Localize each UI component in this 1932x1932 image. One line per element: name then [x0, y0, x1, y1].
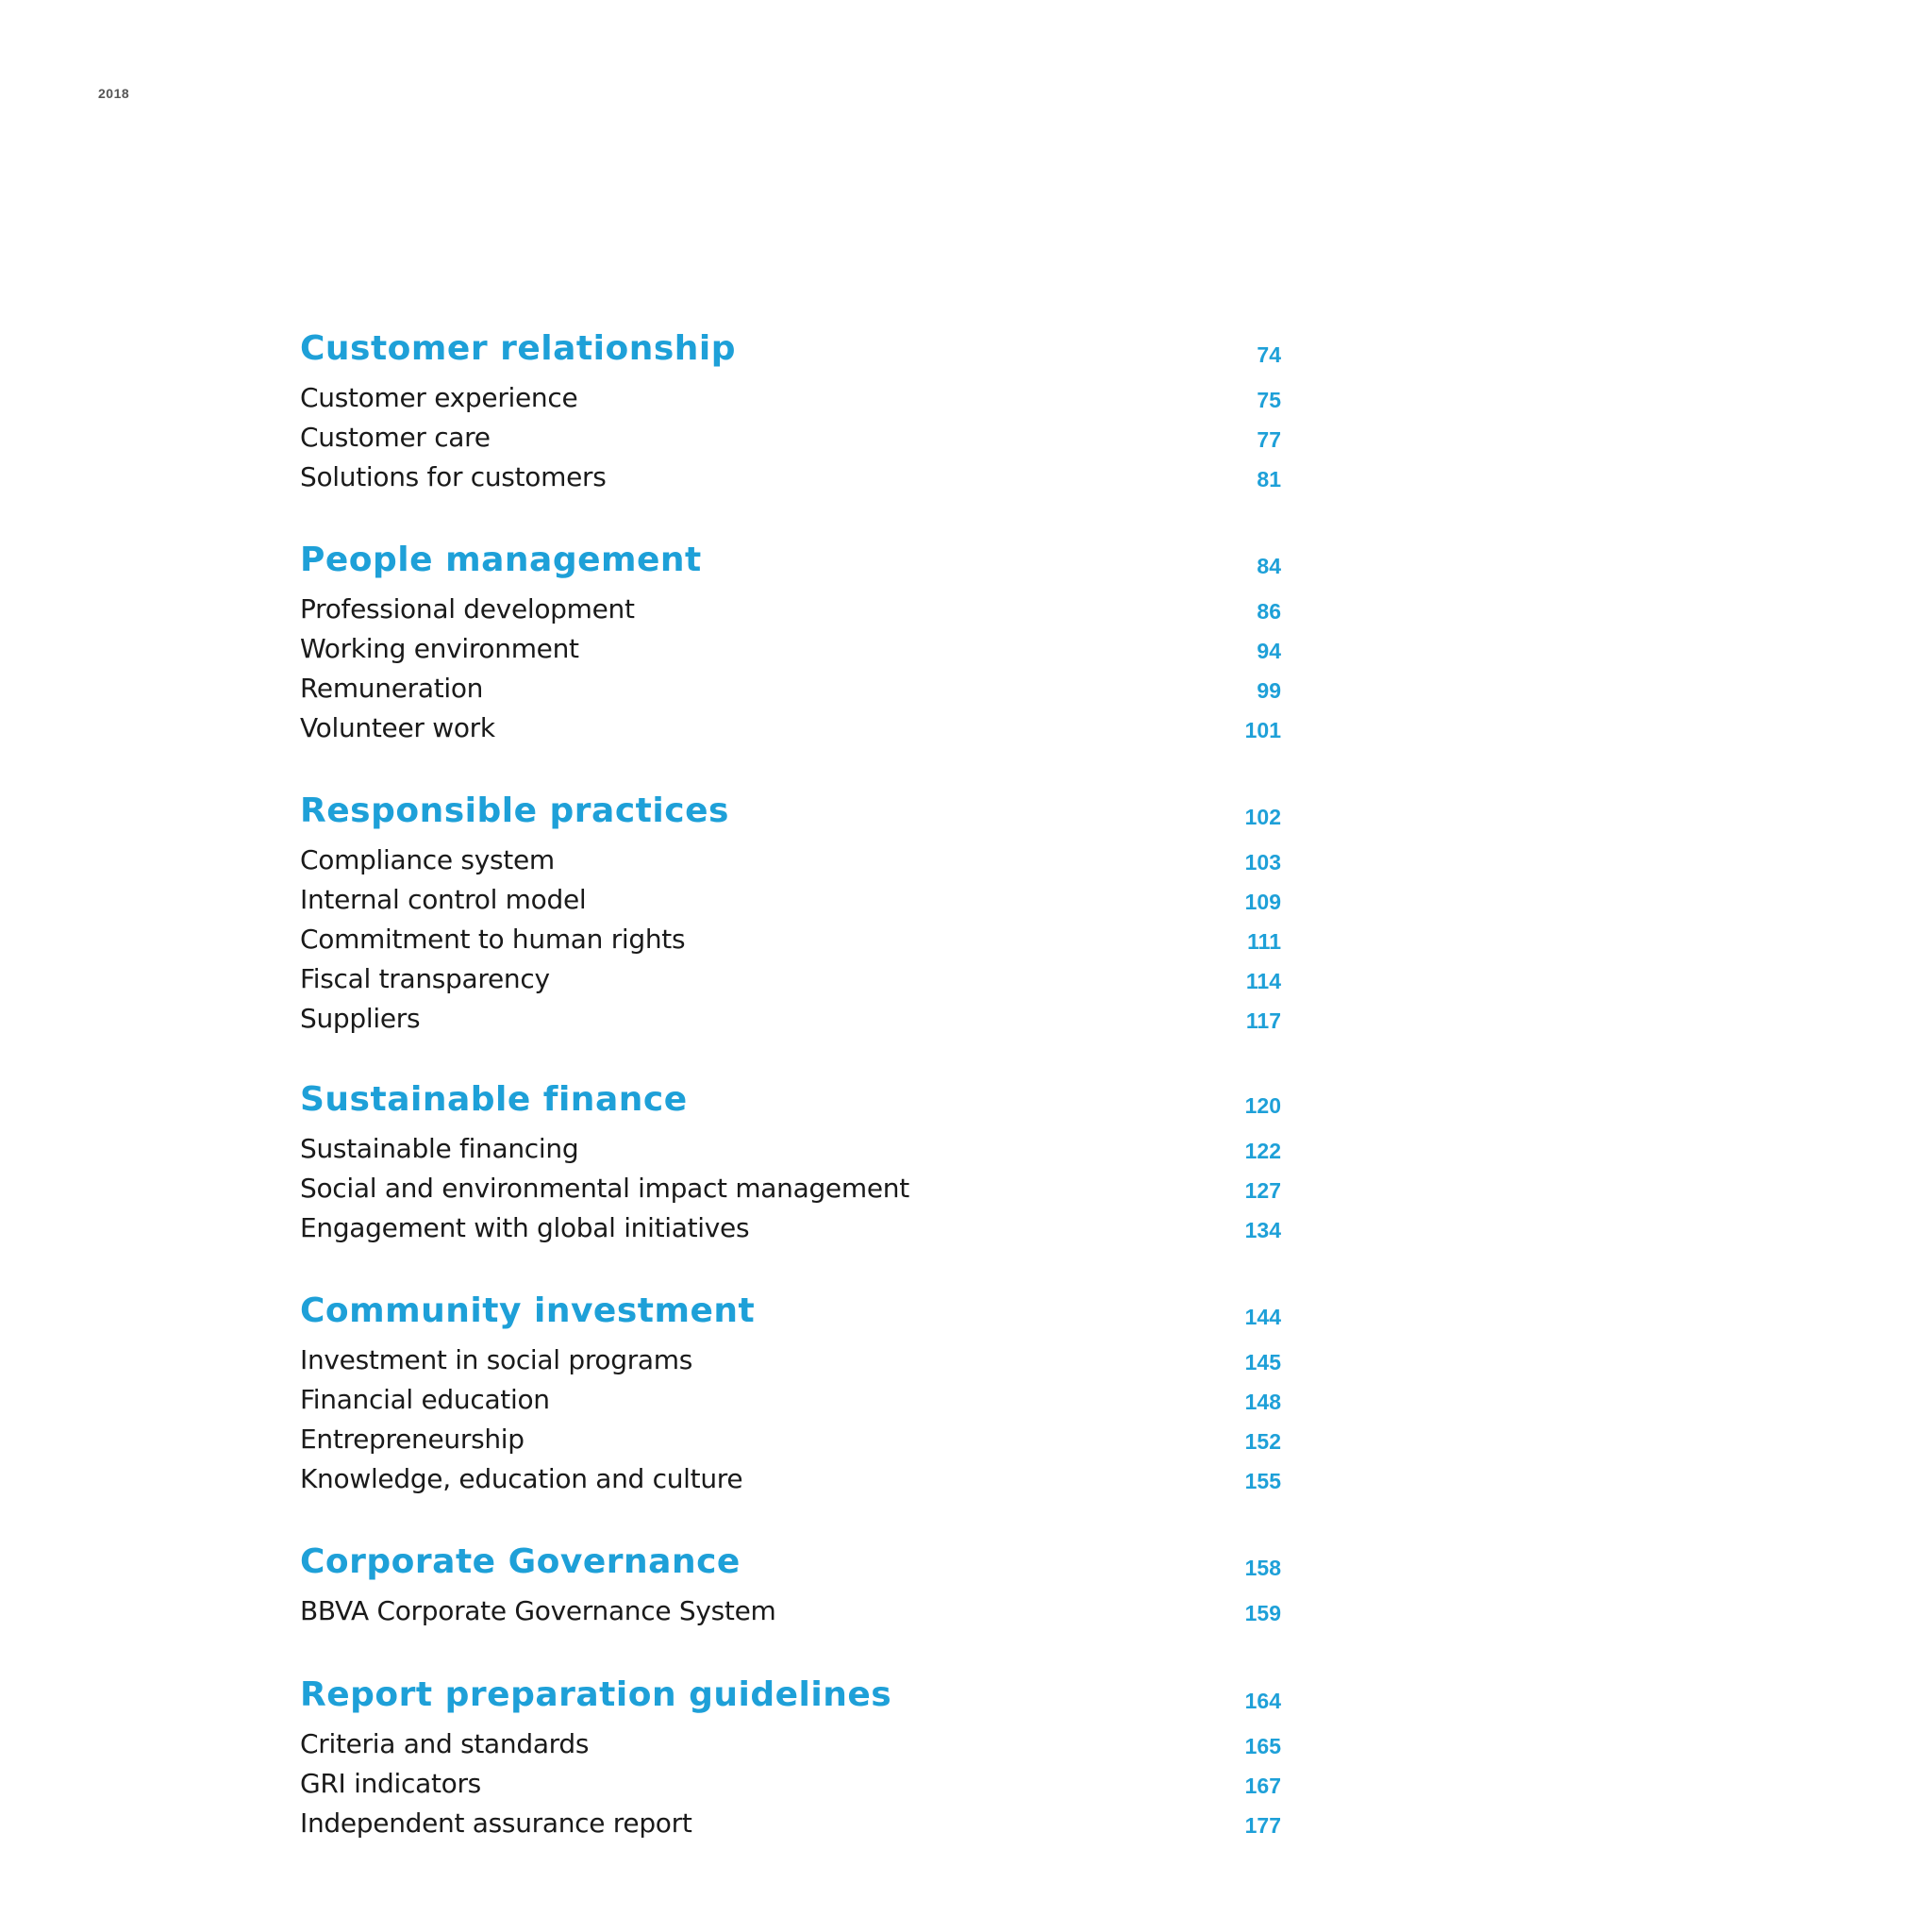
- toc-item-label: Volunteer work: [300, 712, 495, 743]
- toc-item-label: Customer experience: [300, 382, 578, 413]
- section-heading-row[interactable]: [300, 541, 1281, 593]
- section-title: Sustainable finance: [300, 1080, 688, 1119]
- toc-item[interactable]: [300, 593, 1281, 633]
- toc-item[interactable]: [300, 963, 1281, 1003]
- toc-item-label: Independent assurance report: [300, 1807, 692, 1839]
- section-page-number: 74: [1257, 342, 1281, 367]
- section-page-number: 158: [1244, 1556, 1281, 1580]
- toc-item-label: Entrepreneurship: [300, 1424, 525, 1455]
- section-heading-row[interactable]: [300, 1291, 1281, 1344]
- section-heading-row[interactable]: [300, 791, 1281, 844]
- toc-item-label: Criteria and standards: [300, 1728, 590, 1759]
- toc-item-page: 148: [1244, 1390, 1281, 1414]
- toc-item-page: 134: [1244, 1218, 1281, 1242]
- toc-item-label: BBVA Corporate Governance System: [300, 1595, 776, 1626]
- toc-section-sustainable-finance: [300, 1080, 1281, 1252]
- toc-item-page: 117: [1245, 1008, 1281, 1033]
- section-title: Responsible practices: [300, 791, 729, 830]
- toc-item[interactable]: [300, 1384, 1281, 1424]
- toc-item-page: 127: [1244, 1178, 1281, 1203]
- section-heading-row[interactable]: [300, 329, 1281, 382]
- toc-item-page: 86: [1257, 599, 1281, 624]
- toc-item[interactable]: [300, 1133, 1281, 1173]
- report-year: 2018: [98, 86, 130, 101]
- toc-item[interactable]: [300, 1728, 1281, 1768]
- toc-item[interactable]: [300, 1768, 1281, 1807]
- toc-item-label: Compliance system: [300, 844, 555, 875]
- toc-item[interactable]: [300, 884, 1281, 924]
- toc-item-page: 159: [1244, 1601, 1281, 1625]
- toc-section-customer-relationship: [300, 329, 1281, 501]
- toc-section-people-management: [300, 541, 1281, 752]
- toc-item[interactable]: [300, 924, 1281, 963]
- toc-item-label: Internal control model: [300, 884, 587, 915]
- section-page-number: 120: [1244, 1093, 1281, 1118]
- toc-item-label: Engagement with global initiatives: [300, 1212, 750, 1243]
- table-of-contents: [300, 0, 1281, 1932]
- toc-item-label: Suppliers: [300, 1003, 421, 1034]
- toc-item-page: 165: [1244, 1734, 1281, 1758]
- section-title: Community investment: [300, 1291, 756, 1330]
- section-title: People management: [300, 541, 702, 579]
- toc-item-label: Financial education: [300, 1384, 550, 1415]
- toc-item-label: Sustainable financing: [300, 1133, 579, 1164]
- toc-item-page: 101: [1244, 718, 1281, 742]
- toc-item-page: 103: [1244, 850, 1281, 874]
- toc-item[interactable]: [300, 422, 1281, 461]
- toc-item[interactable]: [300, 633, 1281, 673]
- toc-item[interactable]: [300, 673, 1281, 712]
- section-heading-row[interactable]: [300, 1080, 1281, 1133]
- toc-item[interactable]: [300, 461, 1281, 501]
- toc-item-page: 111: [1247, 929, 1281, 954]
- toc-item[interactable]: [300, 1424, 1281, 1463]
- toc-item[interactable]: [300, 712, 1281, 752]
- toc-item[interactable]: [300, 1807, 1281, 1847]
- toc-item[interactable]: [300, 844, 1281, 884]
- section-title: Report preparation guidelines: [300, 1675, 892, 1714]
- toc-item-label: Fiscal transparency: [300, 963, 550, 994]
- toc-item[interactable]: [300, 382, 1281, 422]
- toc-item-page: 145: [1244, 1350, 1281, 1374]
- toc-item-page: 167: [1244, 1774, 1281, 1798]
- toc-item-label: Knowledge, education and culture: [300, 1463, 743, 1494]
- toc-item[interactable]: [300, 1003, 1281, 1042]
- toc-item-page: 99: [1257, 678, 1281, 703]
- toc-item[interactable]: [300, 1212, 1281, 1252]
- toc-item-page: 177: [1244, 1813, 1281, 1838]
- toc-item[interactable]: [300, 1463, 1281, 1503]
- toc-item-page: 152: [1244, 1429, 1281, 1454]
- toc-item-page: 122: [1244, 1139, 1281, 1163]
- toc-item-page: 114: [1245, 969, 1281, 993]
- section-page-number: 164: [1244, 1689, 1281, 1713]
- toc-item-label: Solutions for customers: [300, 461, 607, 492]
- toc-item-label: Investment in social programs: [300, 1344, 693, 1375]
- toc-item-label: Remuneration: [300, 673, 484, 704]
- toc-item[interactable]: [300, 1344, 1281, 1384]
- toc-section-responsible-practices: [300, 791, 1281, 1042]
- section-title: Corporate Governance: [300, 1542, 741, 1581]
- toc-section-corporate-governance: [300, 1542, 1281, 1635]
- section-page-number: 102: [1244, 805, 1281, 829]
- section-page-number: 144: [1244, 1305, 1281, 1329]
- section-heading-row[interactable]: [300, 1542, 1281, 1595]
- section-heading-row[interactable]: [300, 1675, 1281, 1728]
- toc-item-page: 81: [1257, 467, 1281, 491]
- toc-item-label: Commitment to human rights: [300, 924, 686, 955]
- toc-item-page: 155: [1244, 1469, 1281, 1493]
- toc-item-page: 75: [1257, 388, 1281, 412]
- toc-item-label: Social and environmental impact management: [300, 1173, 909, 1204]
- toc-item-page: 94: [1257, 639, 1281, 663]
- section-title: Customer relationship: [300, 329, 737, 368]
- toc-item-label: GRI indicators: [300, 1768, 481, 1799]
- toc-section-report-preparation-guidelines: [300, 1675, 1281, 1847]
- toc-item-page: 109: [1244, 890, 1281, 914]
- toc-item-page: 77: [1257, 427, 1281, 452]
- toc-section-community-investment: [300, 1291, 1281, 1503]
- toc-item-label: Professional development: [300, 593, 635, 625]
- toc-item[interactable]: [300, 1595, 1281, 1635]
- toc-item-label: Customer care: [300, 422, 491, 453]
- toc-item-label: Working environment: [300, 633, 579, 664]
- section-page-number: 84: [1257, 554, 1281, 578]
- toc-item[interactable]: [300, 1173, 1281, 1212]
